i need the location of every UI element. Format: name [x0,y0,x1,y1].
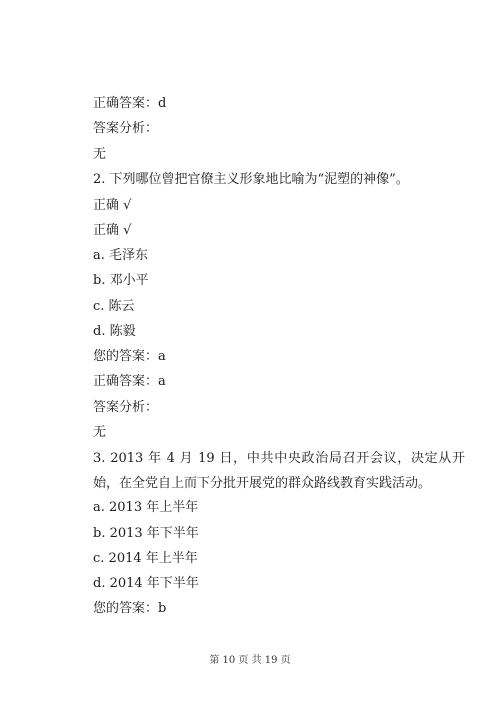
analysis-text: 无 [93,425,107,440]
question-3-text: 3. 2013 年 4 月 19 日，中共中央政治局召开会议，决定从开始，在全党自上而下分批开展党的群众路线教育实践活动。 [93,451,465,491]
option-b: b. 2013 年下半年 [93,526,199,541]
option-b: b. 邓小平 [93,273,149,288]
question-2-text: 2. 下列哪位曾把官僚主义形象地比喻为“泥塑的神像”。 [93,172,409,187]
analysis-text: 无 [93,147,107,162]
option-a: a. 毛泽东 [93,248,149,263]
your-answer-line: 您的答案：a [93,349,166,364]
option-c: c. 2014 年上半年 [93,551,198,566]
correct-mark: 正确 √ [93,198,132,213]
option-a: a. 2013 年上半年 [93,500,199,515]
option-d: d. 陈毅 [93,324,136,339]
correct-answer-line: 正确答案：a [93,374,166,389]
answer-analysis-label: 答案分析： [93,121,159,136]
correct-mark: 正确 √ [93,223,132,238]
page-number-footer: 第 10 页 共 19 页 [209,655,291,666]
correct-answer-line: 正确答案：d [93,96,167,111]
answer-analysis-label: 答案分析： [93,400,159,415]
option-d: d. 2014 年下半年 [93,576,199,591]
option-c: c. 陈云 [93,299,135,314]
your-answer-line: 您的答案：b [93,601,167,616]
